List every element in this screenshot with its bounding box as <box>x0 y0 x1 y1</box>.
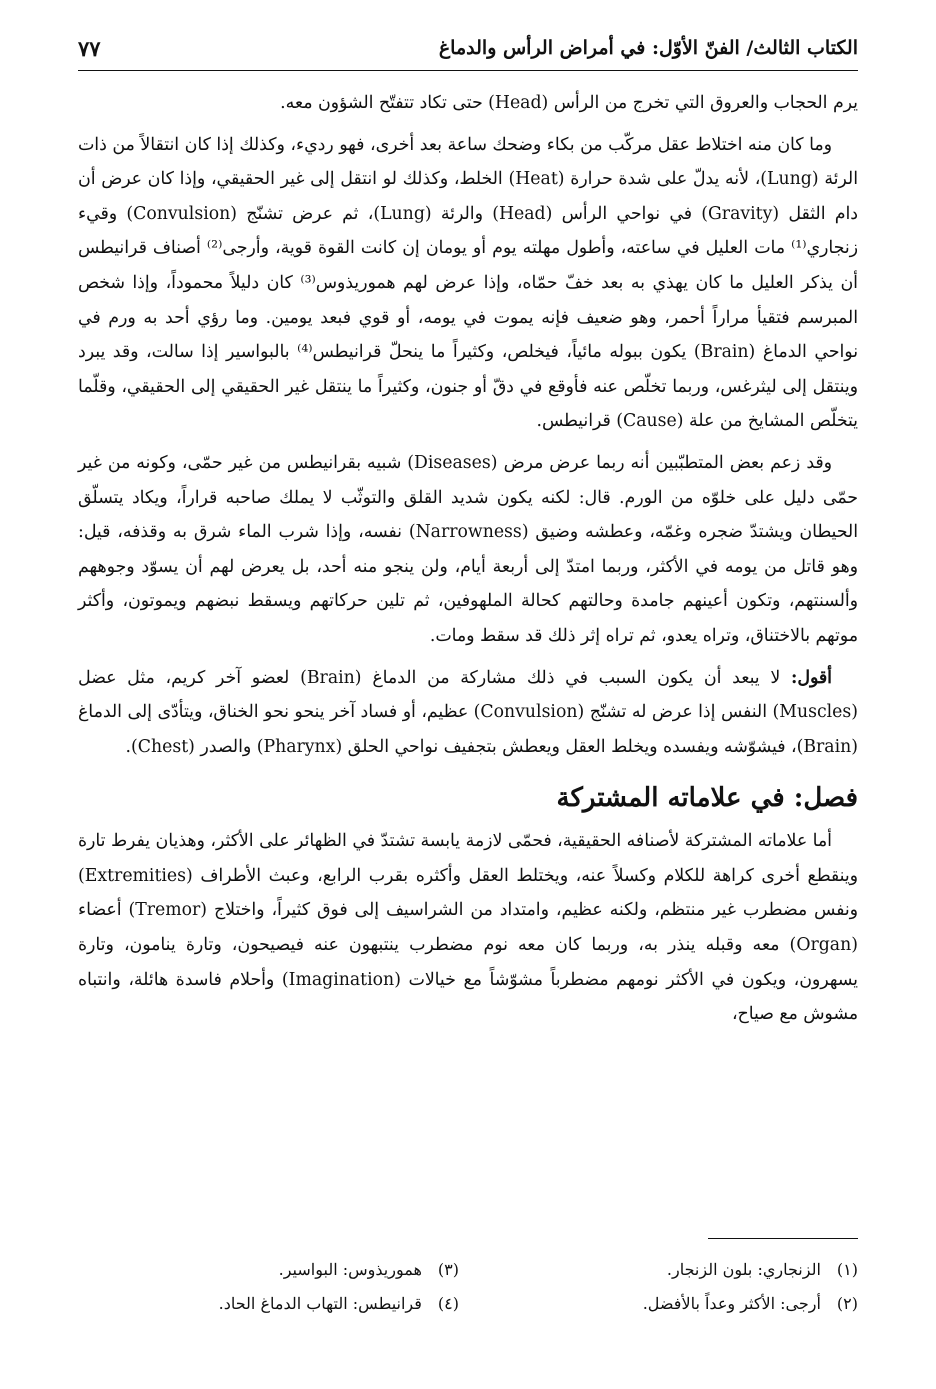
footnote-1 <box>519 1256 858 1284</box>
footnote-number: (٣) <box>437 1260 459 1279</box>
footnotes <box>120 1256 858 1318</box>
body-text <box>78 86 858 1039</box>
section-heading: فصل: في علاماته المشتركة <box>556 783 858 814</box>
footnote-text: هموريذوس: البواسير. <box>278 1260 422 1279</box>
footnote-number: (٤) <box>437 1294 459 1313</box>
footnote-divider <box>708 1238 858 1239</box>
paragraph-4-text: لا يبعد أن يكون السبب في ذلك مشاركة من الدماغ (Brain) لعضو آخر كريم، مثل عضل (Muscles) النفس إذا عرض له تشنّج (Convulsion) عظيم، أو فساد آخر ينحو نحو الخناق، ويتأدّى إلى الدماغ (Brain)، فيشوّشه ويفسده ويخلط العقل ويعطش بتجفيف نواحي الحلق (Pharynx) والصدر (Chest). <box>78 667 858 757</box>
footnote-text: قرانيطس: التهاب الدماغ الحاد. <box>218 1294 422 1313</box>
footnote-text: الزنجاري: بلون الزنجار. <box>666 1260 821 1279</box>
footnote-text: أرجى: الأكثر وعداً بالأفضل. <box>642 1294 821 1313</box>
paragraph-3: وقد زعم بعض المتطبّبين أنه ربما عرض مرض (Diseases) شبيه بقرانيطس من غير حمّى، وكونه من غير حمّى دليل على خلوّه من الورم. قال: لكنه يكون شديد القلق والتوثّب لا يملك صاحبه قراراً، ويكاد يتسلّق الحيطان ويشتدّ ضجره وغمّه، وعطشه وضيق (Narrowness) نفسه، وإذا شرب الماء شرق به وقذفه، قيل: وهو قاتل من يومه في الأكثر، وربما امتدّ إلى أربعة أيام، ولن ينجو منه أحد، بل يعرض لهم أن يسوّد وجوههم وألسنتهم، وتكون أعينهم جامدة وحالتهم كحالة الملهوفين، ثم تلين حركاتهم ويسقط نبضهم ويموتون، وأكثر موتهم بالاختناق، وتراه يعدو، ثم تراه إثر ذلك قد سقط ومات. <box>78 452 858 646</box>
paragraph-1: يرم الحجاب والعروق التي تخرج من الرأس (Head) حتى تكاد تتفتّح الشؤون معه. <box>280 93 858 113</box>
paragraph-lead: أقول: <box>791 667 832 688</box>
paragraph-4 <box>78 661 858 765</box>
running-head: الكتاب الثالث/ الفنّ الأوّل: في أمراض الرأس والدماغ <box>438 37 858 59</box>
footnote-4 <box>120 1290 459 1318</box>
page-number: ٧٧ <box>78 35 101 61</box>
paragraph-2: وما كان منه اختلاط عقل مركّب من بكاء وضحك ساعة بعد أخرى، فهو رديء، وكذلك إذا كان انتقالاً من ذات الرئة (Lung)، لأنه يدلّ على شدة حرارة (Heat) الخلط، وكذلك لو انتقل إلى غير الحقيقي، وإذا كان عرض أن دام الثقل (Gravity) في نواحي الرأس (Head) والرئة (Lung)، ثم عرض تشنّج (Convulsion) وقيء زنجاري⁽¹⁾ مات العليل في ساعته، وأطول مهلته يوم أو يومان إن كانت القوة قوية، وأرجى⁽²⁾ أصناف قرانيطس أن يذكر العليل ما كان يهذي به بعد خفّ حمّاه، وإذا عرض لهم هموريذوس⁽³⁾ كان دليلاً محموداً، وإذا شخص المبرسم فتقيأ مراراً أحمر، وهو ضعيف فإنه يموت في يومه، أو قوي فبعد يومين. وما رؤي أحد به ورم في نواحي الدماغ (Brain) يكون ببوله مائياً، فيخلص، وكثيراً ما ينحلّ قرانيطس⁽⁴⁾ بالبواسير إذا سالت، وقد يبرد وينتقل إلى ليثرغس، وربما تخلّص عنه فأوقع في دقّ أو جنون، وكثيراً ما ينتقل غير الحقيقي إلى الحقيقي، وقلّما يتخلّص المشايخ من علة (Cause) قرانيطس. <box>78 134 858 432</box>
footnote-2 <box>519 1290 858 1318</box>
page-header <box>78 26 858 71</box>
footnote-3 <box>120 1256 459 1284</box>
footnote-number: (١) <box>836 1260 858 1279</box>
section-paragraph: أما علاماته المشتركة لأصنافه الحقيقية، فحمّى لازمة يابسة تشتدّ في الظهائر على الأكثر، وهذيان يفرط تارة وينقطع أخرى كراهة للكلام وكسلاً عنه، ويختلط العقل وأكثره بقرب الرابع، وعبث الأطراف (Extremities) ونفس مضطرب غير منتظم، ولكنه عظيم، وامتداد من الشراسيف إلى فوق كثيراً، واختلاج (Tremor) أعضاء (Organ) معه وقبله ينذر به، وربما كان معه نوم مضطرب ينتبهون عنه فيصيحون، وتارة ينامون، وتارة يسهرون، ويكون في الأكثر نومهم مضطرباً مشوّشاً مع خيالات (Imagination) وأحلام فاسدة هائلة، وانتباه مشوش مع صياح، <box>78 831 858 1025</box>
footnote-number: (٢) <box>836 1294 858 1313</box>
